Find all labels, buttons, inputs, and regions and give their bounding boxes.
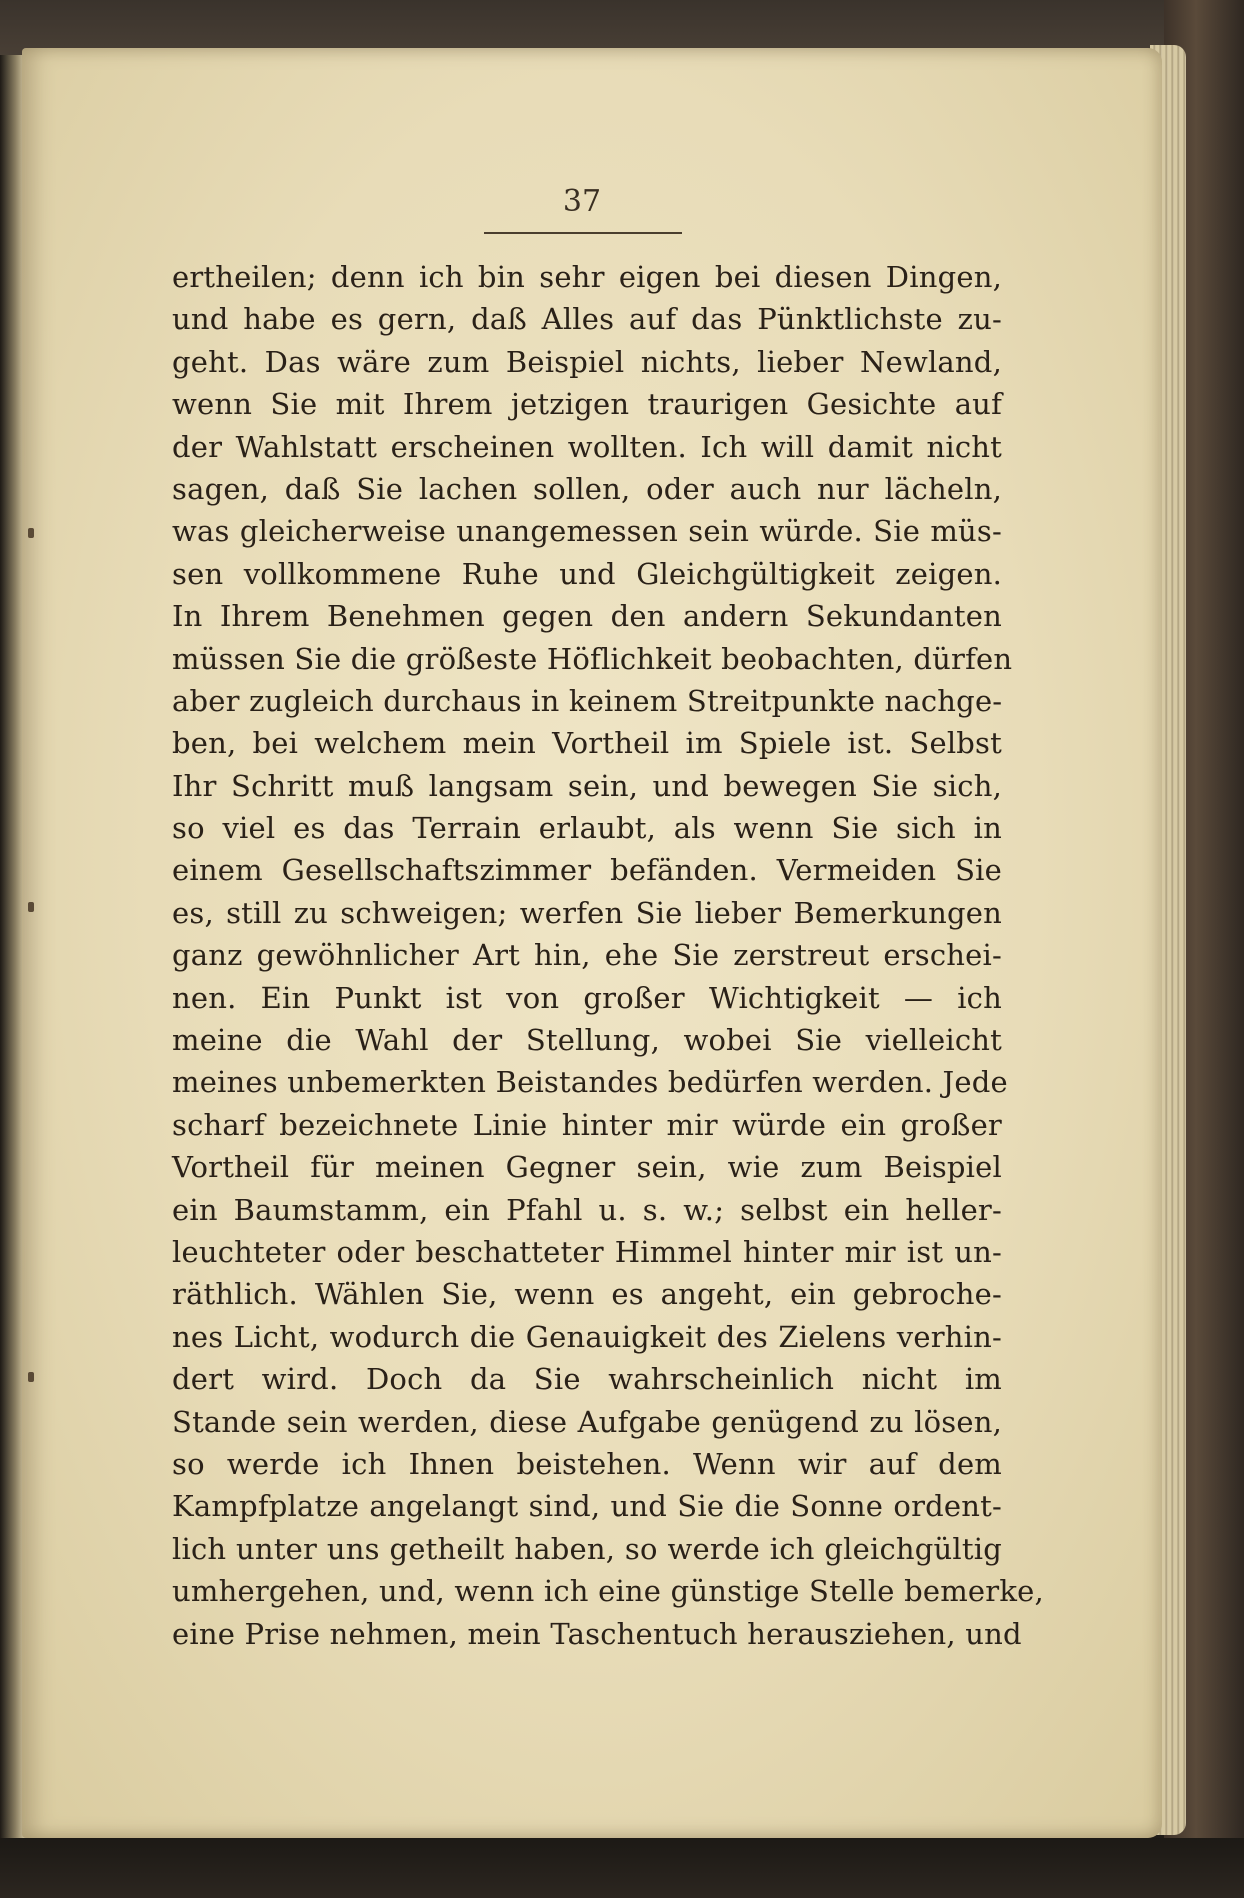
text-line: nes Licht, wodurch die Genauigkeit des Zielens verhin- xyxy=(172,1319,1002,1354)
text-line: dert wird. Doch da Sie wahrscheinlich nicht im xyxy=(172,1362,1002,1397)
text-line: ben, bei welchem mein Vortheil im Spiele ist. Selbst xyxy=(172,726,1002,761)
text-line: eine Prise nehmen, mein Taschentuch herausziehen, und xyxy=(172,1616,1022,1651)
text-line: wenn Sie mit Ihrem jetzigen traurigen Gesichte auf xyxy=(172,387,1002,422)
text-line: Kampfplatze angelangt sind, und Sie die Sonne ordent- xyxy=(172,1489,1002,1524)
margin-mark xyxy=(28,902,34,912)
paper-page xyxy=(22,48,1162,1838)
text-line: nen. Ein Punkt ist von großer Wichtigkeit — ich xyxy=(172,980,1002,1015)
margin-mark xyxy=(28,528,34,538)
text-line: meine die Wahl der Stellung, wobei Sie vielleicht xyxy=(172,1023,1002,1058)
text-line: ertheilen; denn ich bin sehr eigen bei diesen Dingen, xyxy=(172,260,1002,294)
text-line: müssen Sie die größeste Höflichkeit beobachten, dürfen xyxy=(172,641,1013,676)
text-line: ein Baumstamm, ein Pfahl u. s. w.; selbst ein heller- xyxy=(172,1192,1002,1227)
text-line: sagen, daß Sie lachen sollen, oder auch nur lächeln, xyxy=(172,471,1002,506)
header-rule xyxy=(484,232,682,234)
text-line: lich unter uns getheilt haben, so werde ich gleichgültig xyxy=(172,1531,1002,1566)
book-cover-bottom xyxy=(0,1838,1244,1898)
body-text xyxy=(172,256,1044,1655)
margin-mark xyxy=(28,1372,34,1382)
text-line: meines unbemerkten Beistandes bedürfen werden. Jede xyxy=(172,1065,1008,1100)
text-line: sen vollkommene Ruhe und Gleichgültigkeit zeigen. xyxy=(172,556,1002,591)
text-line: In Ihrem Benehmen gegen den andern Sekundanten xyxy=(172,599,1002,634)
text-line: einem Gesellschaftszimmer befänden. Vermeiden Sie xyxy=(172,853,1002,888)
text-line: ganz gewöhnlicher Art hin, ehe Sie zerstreut erschei- xyxy=(172,938,1002,973)
text-line: scharf bezeichnete Linie hinter mir würde ein großer xyxy=(172,1107,1002,1142)
text-line: leuchteter oder beschatteter Himmel hinter mir ist un- xyxy=(172,1234,1002,1269)
page-number: 37 xyxy=(562,184,602,219)
text-line: so viel es das Terrain erlaubt, als wenn Sie sich in xyxy=(172,811,1002,846)
text-line: so werde ich Ihnen beistehen. Wenn wir auf dem xyxy=(172,1446,1002,1481)
text-line: und habe es gern, daß Alles auf das Pünktlichste zu- xyxy=(172,302,1002,337)
text-line: Vortheil für meinen Gegner sein, wie zum Beispiel xyxy=(172,1150,1002,1185)
text-line: Ihr Schritt muß langsam sein, und bewegen Sie sich, xyxy=(172,768,1002,803)
text-line: Stande sein werden, diese Aufgabe genügend zu lösen, xyxy=(172,1404,1002,1439)
text-line: es, still zu schweigen; werfen Sie lieber Bemerkungen xyxy=(172,895,1002,930)
text-line: der Wahlstatt erscheinen wollten. Ich will damit nicht xyxy=(172,429,1002,464)
text-line: was gleicherweise unangemessen sein würde. Sie müs- xyxy=(172,514,1002,549)
text-line: umhergehen, und, wenn ich eine günstige Stelle bemerke, xyxy=(172,1574,1044,1609)
text-line: geht. Das wäre zum Beispiel nichts, lieber Newland, xyxy=(172,344,1002,379)
text-line: aber zugleich durchaus in keinem Streitpunkte nachge- xyxy=(172,683,1003,718)
text-line: räthlich. Wählen Sie, wenn es angeht, ein gebroche- xyxy=(172,1277,1002,1312)
